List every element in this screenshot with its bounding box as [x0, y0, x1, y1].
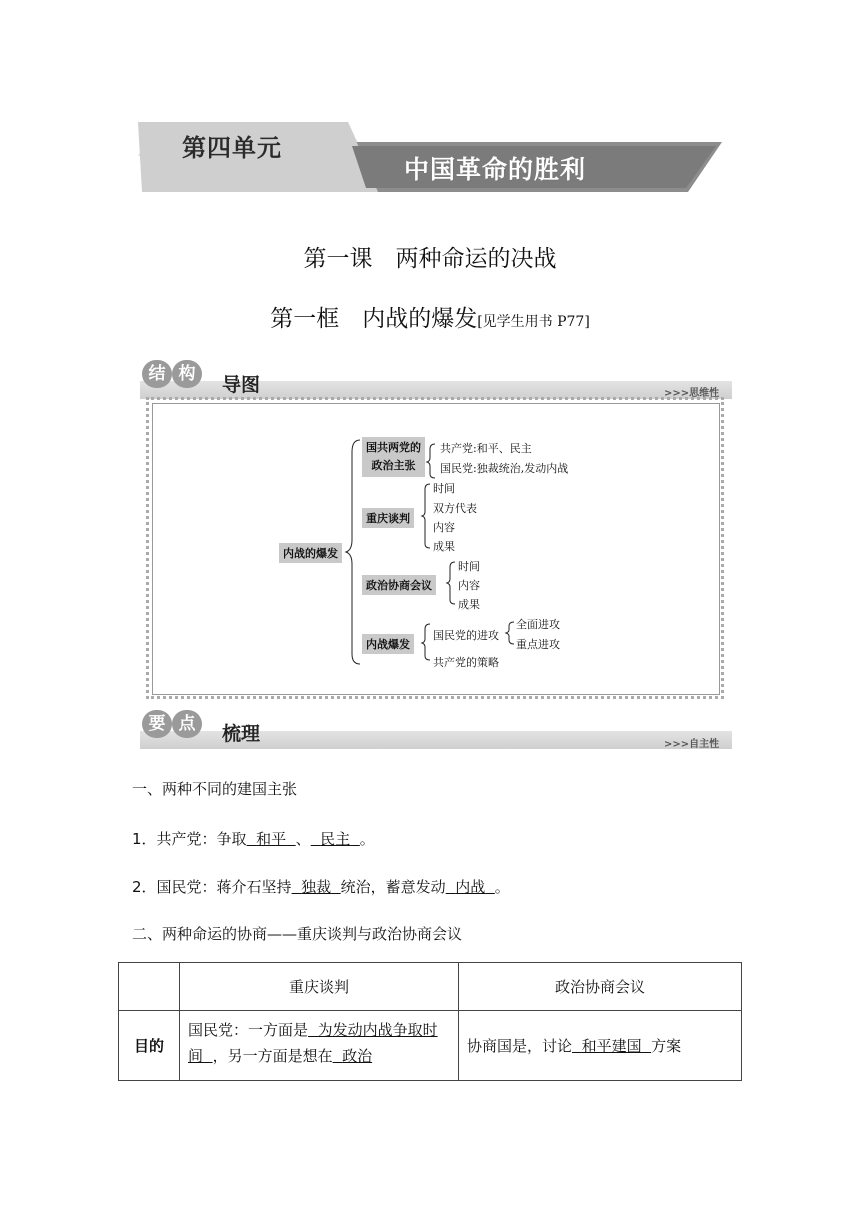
section1-pill-1: 结 — [142, 360, 172, 388]
section2-pill-2: 点 — [172, 710, 202, 738]
mindmap-leaf: 成果 — [458, 598, 480, 611]
text-fragment: 国民党：一方面是 — [188, 1021, 309, 1039]
answer-text: 和平 — [256, 830, 287, 848]
section2-title: 梳理 — [222, 723, 261, 745]
text-fragment: 协商国是，讨论 — [467, 1036, 573, 1055]
label-nationalist: 2．国民党： — [132, 878, 217, 896]
table-cell — [180, 1011, 459, 1081]
answer-blank — [311, 830, 360, 848]
frame-title-text: 第一框 内战的爆发 — [270, 306, 478, 332]
mindmap-leaf: 时间 — [458, 560, 480, 573]
answer-blank — [333, 1047, 373, 1065]
unit-label: 第四单元 — [182, 134, 282, 162]
mindmap-leaf: 全面进攻 — [516, 618, 560, 631]
answer-blank — [446, 878, 495, 896]
answer-text: 政治 — [342, 1047, 373, 1065]
text-fragment: 。 — [359, 830, 375, 848]
mindmap-leaf: 重点进攻 — [516, 638, 560, 651]
branch-positions-line2: 政治主张 — [371, 459, 416, 472]
text-fragment: 方案 — [651, 1036, 682, 1055]
text-fragment: 争取 — [216, 830, 247, 848]
answer-blank — [247, 830, 296, 848]
paragraph-nationalist — [132, 876, 510, 897]
answer-text: 为发动内战争取时间 — [188, 1021, 438, 1065]
comparison-table — [118, 962, 742, 1081]
heading-1: 一、两种不同的建国主张 — [132, 780, 298, 798]
text-fragment: 统治，蓄意发动 — [340, 878, 446, 896]
page-reference: [见学生用书 P77] — [477, 314, 590, 330]
mindmap-leaf: 国民党:独裁统治,发动内战 — [440, 462, 569, 475]
mindmap-branch-civilwar: 内战爆发 — [362, 634, 414, 654]
section1-title: 导图 — [222, 374, 261, 396]
answer-blank — [572, 1037, 651, 1055]
text-fragment: 。 — [494, 878, 510, 896]
text-fragment: 、 — [295, 830, 311, 848]
mindmap-leaf: 共产党:和平、民主 — [440, 442, 532, 455]
table-row-label: 目的 — [119, 1011, 180, 1081]
answer-blank — [292, 878, 341, 896]
answer-text: 和平建国 — [581, 1036, 642, 1055]
answer-text: 内战 — [455, 878, 486, 896]
label-communist: 1．共产党： — [132, 830, 217, 848]
mindmap-leaf: 内容 — [433, 521, 455, 534]
mindmap-leaf: 双方代表 — [433, 502, 477, 515]
lesson-title: 第一课 两种命运的决战 — [303, 246, 557, 272]
mindmap-leaf: 共产党的策略 — [433, 656, 499, 669]
section2-tag: >>>自主性 — [664, 739, 720, 750]
section2-pill-1: 要 — [142, 710, 172, 738]
mindmap-leaf: 时间 — [433, 482, 455, 495]
mindmap-branch-pcc: 政治协商会议 — [362, 575, 436, 595]
mindmap-branch-chongqing: 重庆谈判 — [362, 508, 414, 528]
unit-title: 中国革命的胜利 — [404, 155, 587, 184]
text-fragment: ，另一方面是想在 — [212, 1047, 333, 1065]
answer-text: 民主 — [320, 830, 351, 848]
table-col-header: 政治协商会议 — [459, 963, 742, 1011]
section1-pill-2: 构 — [172, 360, 202, 388]
table-corner-cell — [119, 963, 180, 1011]
mindmap-root: 内战的爆发 — [279, 543, 342, 563]
table-col-header: 重庆谈判 — [180, 963, 459, 1011]
mindmap-branch-positions — [362, 437, 425, 477]
paragraph-communist — [132, 828, 375, 849]
table-row — [119, 1011, 742, 1081]
section1-tag: >>>思维性 — [664, 388, 720, 399]
table-cell — [459, 1011, 742, 1081]
heading-2: 二、两种命运的协商——重庆谈判与政治协商会议 — [132, 925, 463, 943]
mindmap-leaf: 内容 — [458, 579, 480, 592]
branch-positions-line1: 国共两党的 — [366, 441, 421, 454]
answer-text: 独裁 — [301, 878, 332, 896]
text-fragment: 蒋介石坚持 — [216, 878, 292, 896]
mindmap-leaf: 国民党的进攻 — [433, 629, 499, 642]
table-header-row — [119, 963, 742, 1011]
mindmap-leaf: 成果 — [433, 540, 455, 553]
